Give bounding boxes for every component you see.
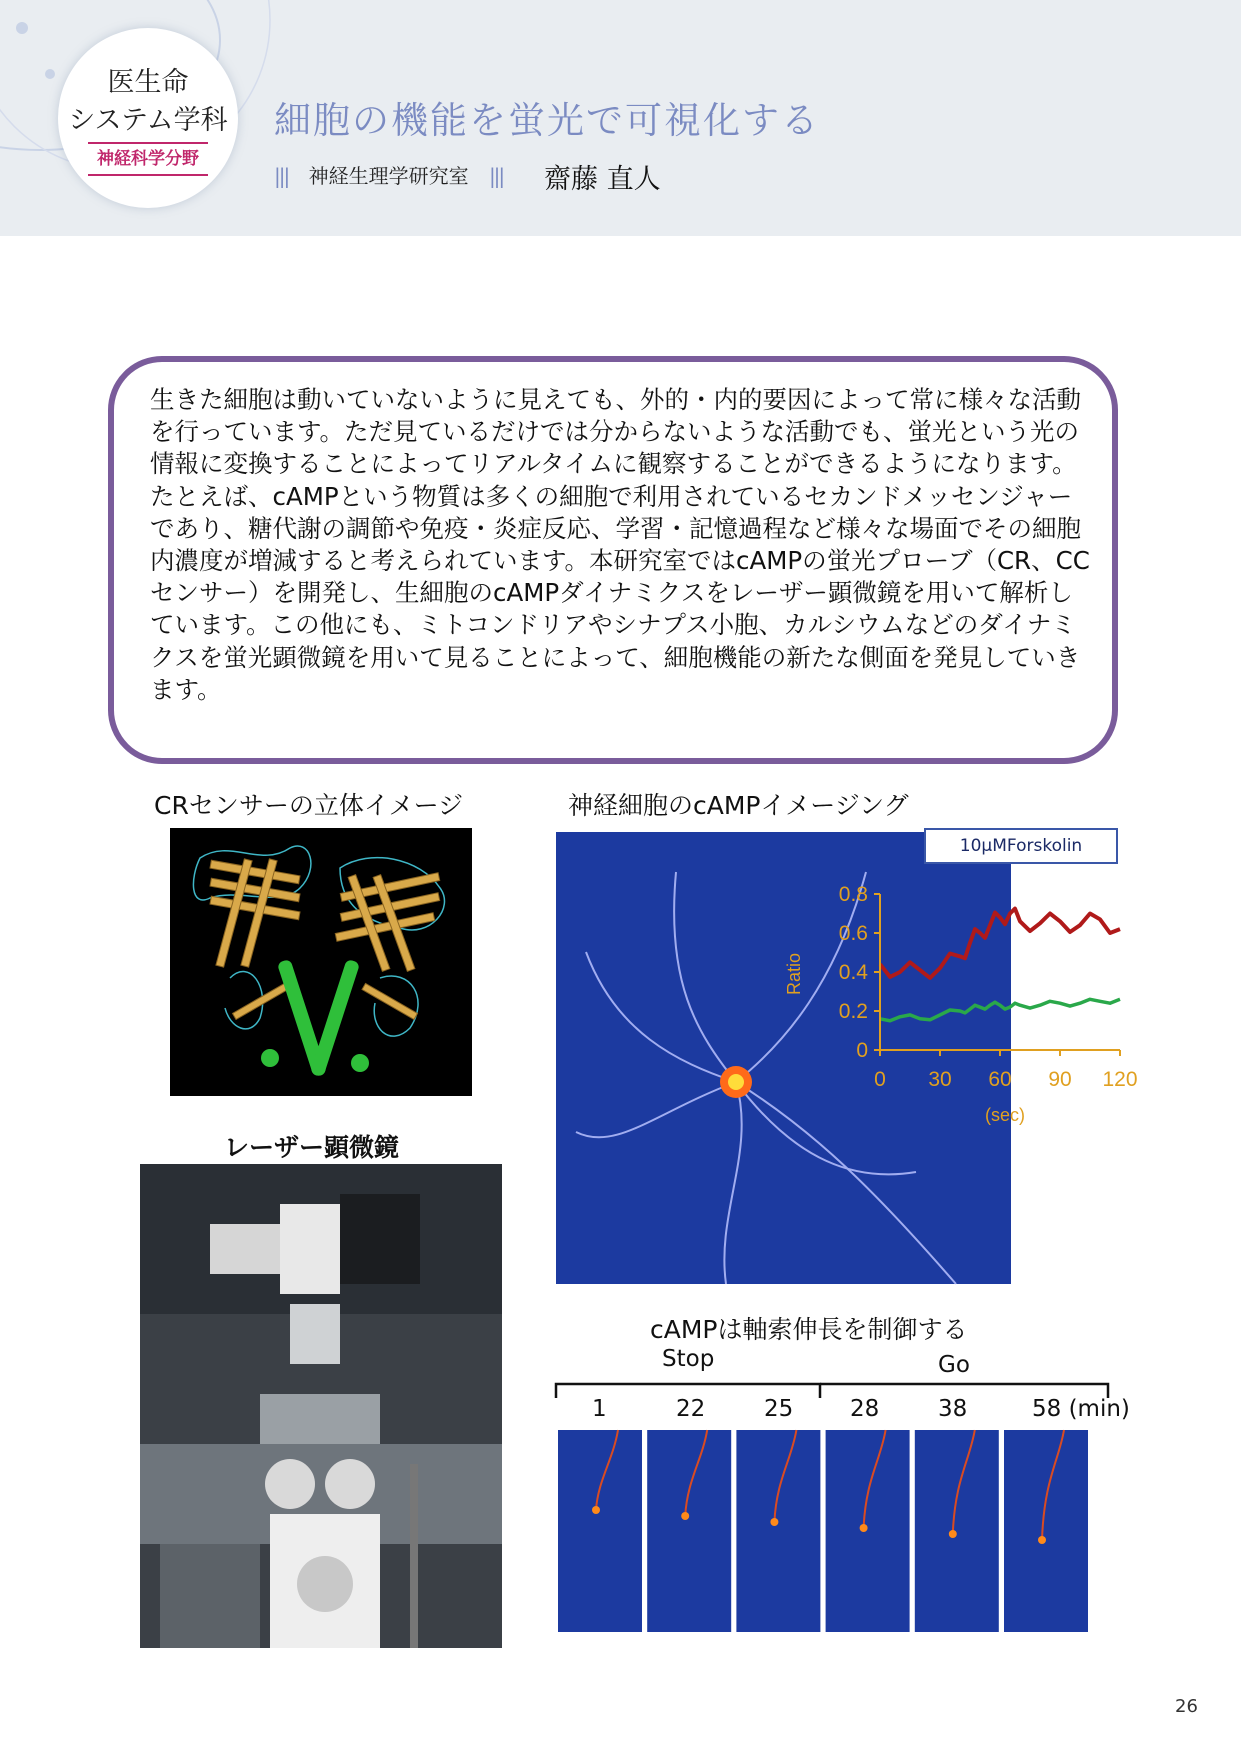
y-axis-label: Ratio [784,952,804,996]
chart-series [880,909,1120,1021]
timepoint-label: 22 [676,1396,706,1422]
researcher-name: 齋藤 直人 [544,164,661,195]
stop-label: Stop [662,1346,715,1372]
page-title: 細胞の機能を蛍光で可視化する [274,99,820,142]
x-tick-label: 0 [874,1068,886,1091]
axon-caption: cAMPは軸索伸長を制御する [650,1315,968,1344]
axon-panel [826,1430,910,1632]
x-tick-label: 90 [1048,1068,1072,1091]
axon-time-lapse-images [558,1430,1088,1632]
department-field: 神経科学分野 [88,142,208,176]
timepoint-label: 1 [592,1396,607,1422]
y-tick-label: 0.8 [838,883,868,906]
department-name-line1: 医生命 [107,67,189,98]
page-number: 26 [1175,1696,1198,1717]
timeline-brackets [552,1380,1112,1400]
separator-left: ||| [274,164,289,188]
timepoint-label: 38 [938,1396,968,1422]
lab-name: 神経生理学研究室 [308,164,469,188]
timepoint-label: 28 [850,1396,880,1422]
axon-panel [1004,1430,1088,1632]
axon-panel [915,1430,999,1632]
axon-panel [558,1430,642,1632]
camp-imaging-caption: 神経細胞のcAMPイメージング [568,791,909,820]
go-label: Go [938,1352,970,1378]
x-axis-label: (sec) [985,1105,1025,1125]
axon-panel [647,1430,731,1632]
x-tick-label: 120 [1102,1068,1138,1091]
y-tick-label: 0.4 [838,961,868,984]
cr-sensor-structure-image [170,828,472,1096]
laser-microscope-photo [140,1164,502,1648]
department-name-line2: システム学科 [68,105,228,136]
timepoint-label: 58 (min) [1032,1396,1130,1422]
series-line-1 [880,999,1120,1021]
cr-sensor-caption: CRセンサーの立体イメージ [154,791,464,820]
laser-microscope-caption: レーザー顕微鏡 [224,1133,400,1162]
series-line-0 [880,909,1120,978]
camp-ratio-chart [784,880,1140,1140]
x-tick-label: 30 [928,1068,952,1091]
forskolin-label: 10μMForskolin [924,828,1118,864]
y-tick-label: 0 [856,1039,868,1062]
y-tick-label: 0.2 [838,1000,868,1023]
axon-panel [736,1430,820,1632]
y-tick-label: 0.6 [838,922,868,945]
summary-text: 生きた細胞は動いていないように見えても、外的・内的要因によって常に様々な活動を行っています。ただ見ているだけでは分からないような活動でも、蛍光という光の情報に変換することによってリアルタイムに観察することができるようになります。たとえば、cAMPという物質は多くの細胞で利用されているセカンドメッセンジャーであり、糖代謝の調節や免疫・炎症反応、学習・記憶過程など様々な場面でその細胞内濃度が増減すると考えられています。本研究室ではcAMPの蛍光プローブ（CR、CCセンサー）を開発し、生細胞のcAMPダイナミクスをレーザー顕微鏡を用いて解析しています。この他にも、ミトコンドリアやシナプス小胞、カルシウムなどのダイナミクスを蛍光顕微鏡を用いて見ることによって、細胞機能の新たな側面を発見していきます。 [150,385,1090,704]
timepoint-label: 25 [764,1396,794,1422]
separator-right: ||| [488,164,504,188]
x-tick-label: 60 [988,1068,1012,1091]
lab-line [274,160,503,189]
